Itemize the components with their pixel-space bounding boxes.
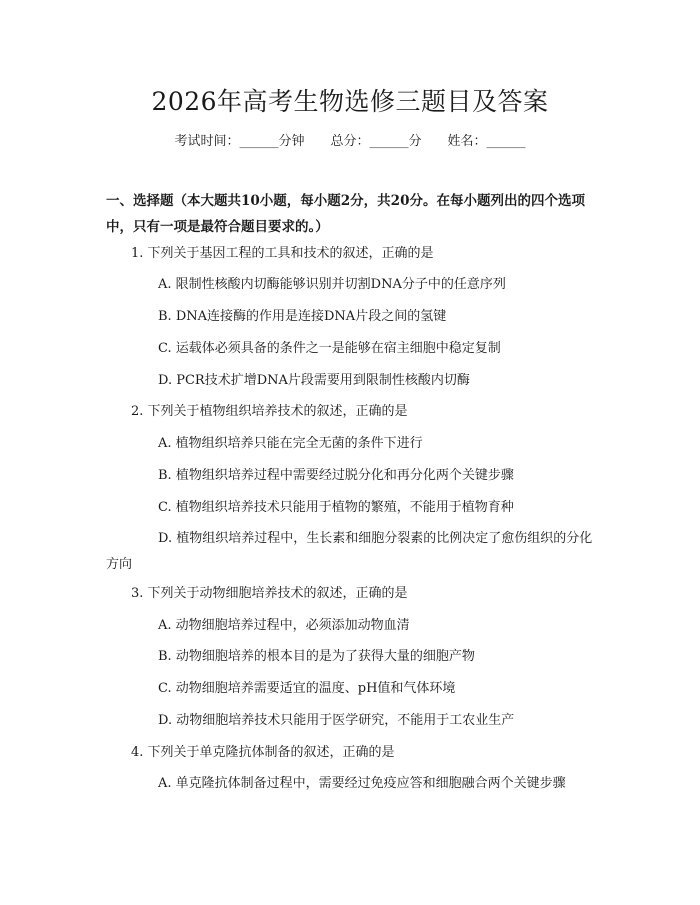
question-2-option-d: D. 植物组织培养过程中，生长素和细胞分裂素的比例决定了愈伤组织的分化方向 — [106, 531, 593, 572]
question-stem-1: 1. 下列关于基因工程的工具和技术的叙述，正确的是 — [131, 246, 434, 261]
question-3-option-a: A. 动物细胞培养过程中，必须添加动物血清 — [158, 618, 410, 633]
question-stem-4: 4. 下列关于单克隆抗体制备的叙述，正确的是 — [131, 745, 395, 760]
section-heading-multiple-choice: 一、选择题（本大题共10小题，每小题2分，共20分。在每小题列出的四个选项中，只有一项是最符合题目要求的。） — [106, 193, 585, 235]
question-4-option-a: A. 单克隆抗体制备过程中，需要经过免疫应答和细胞融合两个关键步骤 — [158, 776, 566, 791]
question-1-option-c: C. 运载体必须具备的条件之一是能够在宿主细胞中稳定复制 — [158, 341, 501, 356]
student-name-field: 姓名：______ — [447, 134, 526, 149]
question-3-option-b: B. 动物细胞培养的根本目的是为了获得大量的细胞产物 — [158, 649, 475, 664]
question-1-option-b: B. DNA连接酶的作用是连接DNA片段之间的氢键 — [158, 309, 447, 324]
question-stem-3: 3. 下列关于动物细胞培养技术的叙述，正确的是 — [131, 586, 408, 601]
total-score-field: 总分：______分 — [330, 134, 422, 149]
question-3-option-c: C. 动物细胞培养需要适宜的温度、pH值和气体环境 — [158, 681, 456, 696]
page-title: 2026年高考生物选修三题目及答案 — [151, 87, 549, 116]
exam-time-field: 考试时间：______分钟 — [174, 134, 305, 149]
question-stem-2: 2. 下列关于植物组织培养技术的叙述，正确的是 — [131, 404, 408, 419]
question-1-option-a: A. 限制性核酸内切酶能够识别并切割DNA分子中的任意序列 — [158, 277, 506, 292]
question-2-option-b: B. 植物组织培养过程中需要经过脱分化和再分化两个关键步骤 — [158, 468, 514, 483]
question-2-option-c: C. 植物组织培养技术只能用于植物的繁殖，不能用于植物育种 — [158, 500, 514, 515]
question-3-option-d: D. 动物细胞培养技术只能用于医学研究，不能用于工农业生产 — [158, 713, 515, 728]
question-1-option-d: D. PCR技术扩增DNA片段需要用到限制性核酸内切酶 — [158, 373, 470, 388]
exam-info-line — [0, 130, 700, 149]
question-2-option-a: A. 植物组织培养只能在完全无菌的条件下进行 — [158, 436, 423, 451]
